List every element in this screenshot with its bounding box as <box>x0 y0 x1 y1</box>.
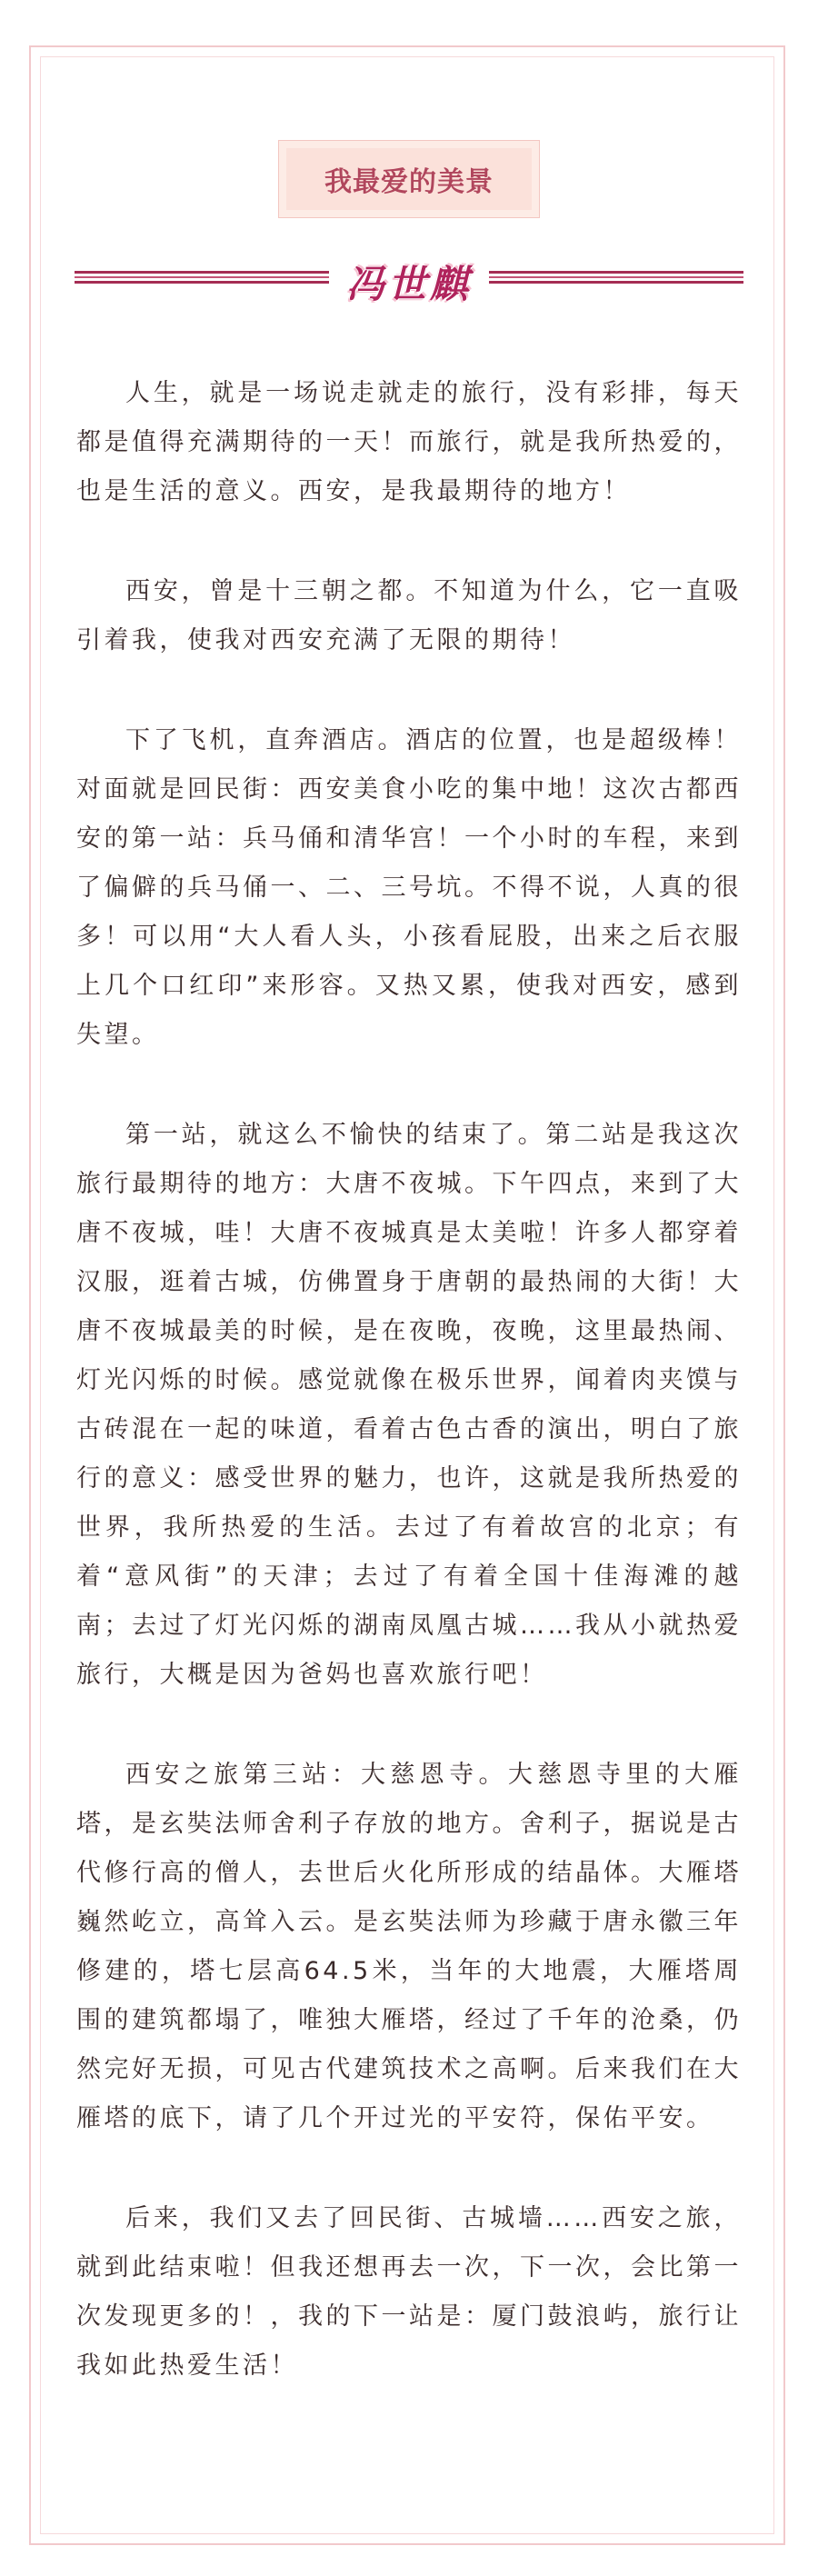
paragraph: 西安之旅第三站：大慈恩寺。大慈恩寺里的大雁塔，是玄奘法师舍利子存放的地方。舍利子，据说是古代修行高的僧人，去世后火化所形成的结晶体。大雁塔巍然屹立，高耸入云。是玄奘法师为珍藏于唐永徽三年修建的，塔七层高64.5米，当年的大地震，大雁塔周围的建筑都塌了，唯独大雁塔，经过了千年的沧桑，仍然完好无损，可见古代建筑技术之高啊。后来我们在大雁塔的底下，请了几个开过光的平安符，保佑平安。 <box>76 1761 742 2132</box>
paragraph: 第一站，就这么不愉快的结束了。第二站是我这次旅行最期待的地方：大唐不夜城。下午四点，来到了大唐不夜城，哇！大唐不夜城真是太美啦！许多人都穿着汉服，逛着古城，仿佛置身于唐朝的最热闹的大街！大唐不夜城最美的时候，是在夜晚，夜晚，这里最热闹、灯光闪烁的时候。感觉就像在极乐世界，闻着肉夹馍与古砖混在一起的味道，看着古色古香的演出，明白了旅行的意义：感受世界的魅力，也许，这就是我所热爱的世界，我所热爱的生活。去过了有着故宫的北京；有着“意风街”的天津；去过了有着全国十佳海滩的越南；去过了灯光闪烁的湖南凤凰古城……我从小就热爱旅行，大概是因为爸妈也喜欢旅行吧！ <box>76 1121 742 1689</box>
title-box <box>278 140 540 218</box>
author-name: 冯世麒 <box>345 262 472 306</box>
paragraph: 人生，就是一场说走就走的旅行，没有彩排，每天都是值得充满期待的一天！而旅行，就是我所热爱的，也是生活的意义。西安，是我最期待的地方！ <box>76 379 742 505</box>
author-row <box>75 251 743 309</box>
title-box-inner <box>286 148 532 210</box>
page-title: 我最爱的美景 <box>324 166 494 198</box>
article-body <box>76 369 742 2441</box>
paragraph: 后来，我们又去了回民街、古城墙……西安之旅，就到此结束啦！但我还想再去一次，下一次，会比第一次发现更多的！，我的下一站是：厦门鼓浪屿，旅行让我如此热爱生活！ <box>76 2204 742 2380</box>
paragraph: 西安，曾是十三朝之都。不知道为什么，它一直吸引着我，使我对西安充满了无限的期待！ <box>76 577 742 654</box>
paragraph: 下了飞机，直奔酒店。酒店的位置，也是超级棒！对面就是回民街：西安美食小吃的集中地！这次古都西安的第一站：兵马俑和清华宫！一个小时的车程，来到了偏僻的兵马俑一、二、三号坑。不得不说，人真的很多！可以用“大人看人头，小孩看屁股，出来之后衣服上几个口红印”来形容。又热又累，使我对西安，感到失望。 <box>76 726 742 1049</box>
